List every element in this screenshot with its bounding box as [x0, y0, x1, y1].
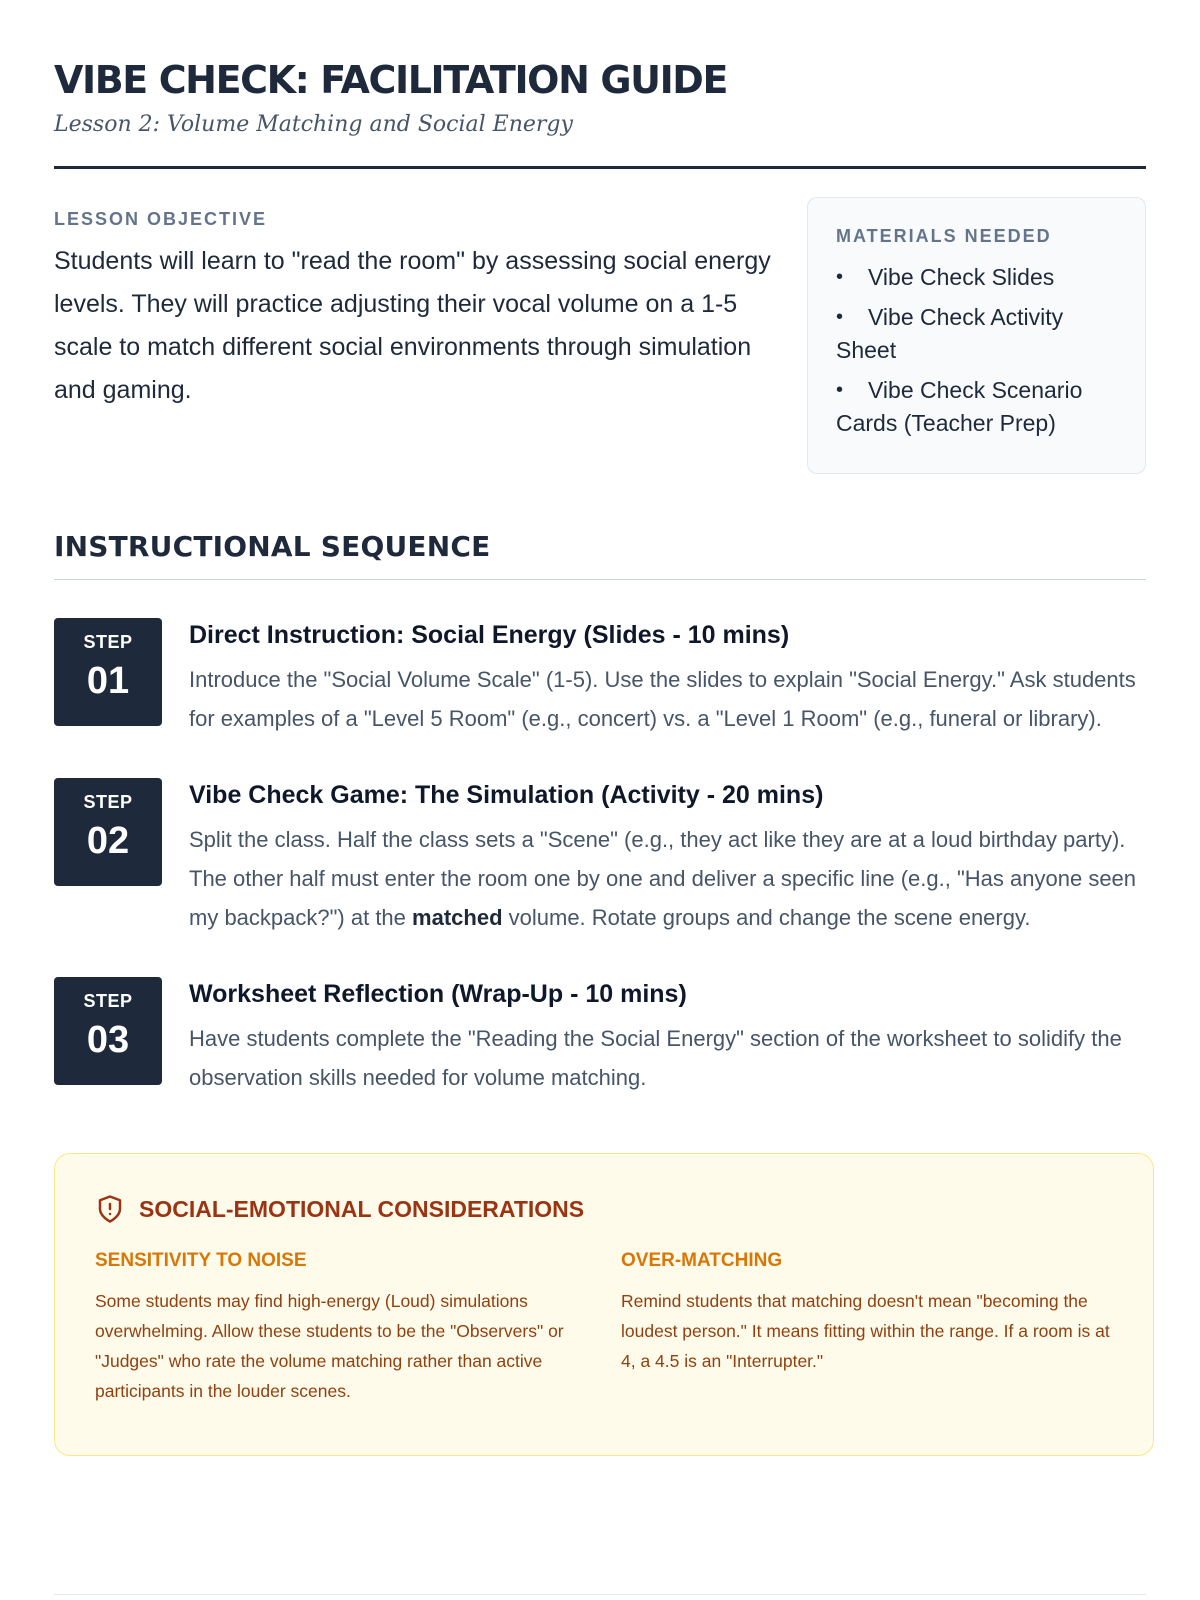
- callout-columns: [95, 1250, 1113, 1406]
- step-item-01: [54, 618, 1146, 738]
- step-badge-number: 01: [86, 660, 130, 702]
- lesson-objective-section: [54, 209, 774, 474]
- consideration-text: Remind students that matching doesn't mean "becoming the loudest person." It means fitting within the range. If a room is at 4, a 4.5 is an "Interrupter.": [621, 1291, 1110, 1371]
- step-content: [189, 778, 1146, 937]
- step-badge: [54, 977, 162, 1085]
- objective-label: LESSON OBJECTIVE: [54, 209, 268, 229]
- materials-list-item: • Vibe Check Activity Sheet: [836, 301, 1125, 367]
- step-title: Worksheet Reflection (Wrap-Up - 10 mins): [189, 980, 687, 1008]
- step-content: [189, 618, 1146, 738]
- step-description: Split the class. Half the class sets a "Scene" (e.g., they act like they are at a loud birthday party). The other half must enter the room one by one and deliver a specific line (e.g., "Has anyone seen my backpack?") at the matched volume. Rotate groups and change the scene energy.: [189, 827, 1137, 930]
- document-subtitle: Lesson 2: Volume Matching and Social Energy: [54, 112, 573, 137]
- materials-card: [807, 197, 1146, 474]
- bullet-icon: •: [836, 266, 844, 288]
- step-badge-label: STEP: [83, 991, 133, 1011]
- lesson-overview: [54, 209, 1146, 474]
- emphasis-text: matched: [412, 905, 503, 930]
- bullet-icon: •: [836, 379, 844, 401]
- step-badge-number: 02: [86, 820, 130, 862]
- step-badge-label: STEP: [83, 792, 133, 812]
- materials-list-item: • Vibe Check Slides: [836, 261, 1125, 294]
- shield-alert-icon: [95, 1194, 125, 1224]
- steps-list: [54, 618, 1146, 1097]
- materials-label: MATERIALS NEEDED: [836, 226, 1052, 246]
- header-divider: [54, 166, 1146, 169]
- document-title: VIBE CHECK: FACILITATION GUIDE: [54, 58, 728, 102]
- document-header: [54, 0, 1146, 169]
- consideration-title: OVER-MATCHING: [621, 1250, 783, 1271]
- step-title: Direct Instruction: Social Energy (Slides - 10 mins): [189, 621, 790, 649]
- social-emotional-callout: [54, 1153, 1154, 1456]
- step-item-02: [54, 778, 1146, 937]
- step-description: Introduce the "Social Volume Scale" (1-5). Use the slides to explain "Social Energy." Ask students for examples of a "Level 5 Room" (e.g., concert) vs. a "Level 1 Room" (e.g., funeral or library).: [189, 667, 1136, 731]
- materials-list-item: • Vibe Check Scenario Cards (Teacher Prep): [836, 374, 1125, 440]
- consideration-text: Some students may find high-energy (Loud) simulations overwhelming. Allow these students to be the "Observers" or "Judges" who rate the volume matching rather than active participants in the louder scenes.: [95, 1291, 564, 1401]
- instructional-sequence-heading: INSTRUCTIONAL SEQUENCE: [54, 530, 491, 563]
- consideration-title: SENSITIVITY TO NOISE: [95, 1250, 307, 1271]
- bullet-icon: •: [836, 306, 844, 328]
- callout-title: SOCIAL-EMOTIONAL CONSIDERATIONS: [139, 1195, 585, 1222]
- objective-text: Students will learn to "read the room" by assessing social energy levels. They will practice adjusting their vocal volume on a 1-5 scale to match different social environments through simulation and gaming.: [54, 247, 771, 404]
- footer-divider: [54, 1594, 1146, 1595]
- consideration-sensitivity: [95, 1250, 587, 1406]
- step-description: Have students complete the "Reading the Social Energy" section of the worksheet to solidify the observation skills needed for volume matching.: [189, 1026, 1122, 1090]
- step-badge: [54, 618, 162, 726]
- consideration-over-matching: [621, 1250, 1113, 1406]
- step-badge-number: 03: [86, 1019, 130, 1061]
- step-badge-label: STEP: [83, 632, 133, 652]
- step-badge: [54, 778, 162, 886]
- step-item-03: [54, 977, 1146, 1097]
- step-content: [189, 977, 1146, 1097]
- callout-header: [95, 1194, 1113, 1224]
- materials-list: [836, 261, 1125, 440]
- section-divider: [54, 579, 1146, 580]
- step-title: Vibe Check Game: The Simulation (Activity - 20 mins): [189, 781, 824, 809]
